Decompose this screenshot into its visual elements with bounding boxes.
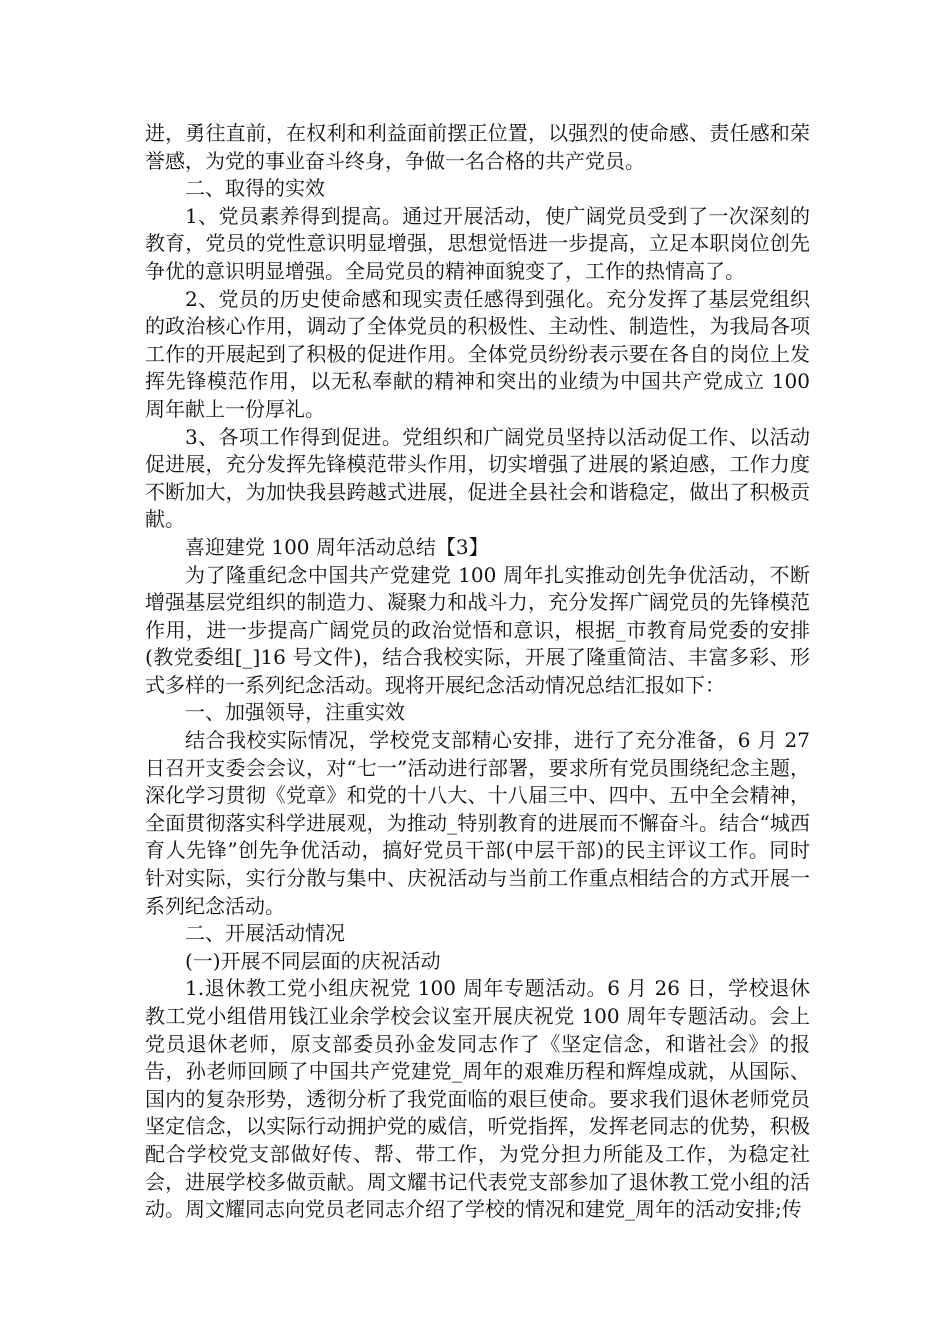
subsection-heading-celebrations: (一)开展不同层面的庆祝活动 xyxy=(185,948,441,973)
paragraph-retired-staff: 1.退休教工党小组庆祝党 100 周年专题活动。6 月 26 日，学校退休教工党小组借用钱江业余学校会议室开展庆祝党 100 周年专题活动。会上党员退休老师，原支部委员孙金发同志作了《坚定信念，和谐社会》的报告，孙老师回顾了中国共产党建党_周年的艰难历程和辉煌成就，从国际、国内的复杂形势，透彻分析了我党面临的艰巨使命。要求我们退休老师党员坚定信念，以实际行动拥护党的威信，听党指挥，发挥老同志的优势，积极配合学校党支部做好传、帮、带工作，为党分担力所能及工作，为稳定社会，进展学校多做贡献。周文耀书记代表党支部参加了退休教工党小组的活动。周文耀同志向党员老同志介绍了学校的情况和建党_周年的活动安排;传 xyxy=(145,976,810,1222)
section-heading-results: 二、取得的实效 xyxy=(185,176,325,201)
paragraph-intro: 为了隆重纪念中国共产党建党 100 周年扎实推动创先争优活动，不断增强基层党组织的制造力、凝聚力和战斗力，充分发挥广阔党员的先锋模范作用，进一步提高广阔党员的政治觉悟和意识，根据_市教育局党委的安排(教党委组[_]16 号文件)，结合我校实际，开展了隆重简洁、丰富多彩、形式多样的一系列纪念活动。现将开展纪念活动情况总结汇报如下： xyxy=(145,562,810,697)
paragraph-result-3: 3、各项工作得到促进。党组织和广阔党员坚持以活动促工作、以活动促进展，充分发挥先锋模范带头作用，切实增强了进展的紧迫感，工作力度不断加大，为加快我县跨越式进展，促进全县社会和谐稳定，做出了积极贡献。 xyxy=(145,424,810,532)
article-title: 喜迎建党 100 周年活动总结【3】 xyxy=(185,534,489,559)
document-body xyxy=(145,120,810,1224)
paragraph-continuation: 进，勇往直前，在权利和利益面前摆正位置，以强烈的使命感、责任感和荣誉感，为党的事业奋斗终身，争做一名合格的共产党员。 xyxy=(145,121,810,173)
section-heading-activities: 二、开展活动情况 xyxy=(185,921,345,946)
paragraph-leadership: 结合我校实际情况，学校党支部精心安排，进行了充分准备，6 月 27 日召开支委会会议，对“七一”活动进行部署，要求所有党员围绕纪念主题，深化学习贯彻《党章》和党的十八大、十八届三中、四中、五中全会精神，全面贯彻落实科学进展观，为推动_特别教育的进展而不懈奋斗。结合“城西育人先锋”创先争优活动，搞好党员干部(中层干部)的民主评议工作。同时针对实际，实行分散与集中、庆祝活动与当前工作重点相结合的方式开展一系列纪念活动。 xyxy=(145,728,810,918)
section-heading-leadership: 一、加强领导，注重实效 xyxy=(185,700,405,725)
paragraph-result-2: 2、党员的历史使命感和现实责任感得到强化。充分发挥了基层党组织的政治核心作用，调动了全体党员的积极性、主动性、制造性，为我局各项工作的开展起到了积极的促进作用。全体党员纷纷表示要在各自的岗位上发挥先锋模范作用，以无私奉献的精神和突出的业绩为中国共产党成立 100 周年献上一份厚礼。 xyxy=(145,286,810,421)
paragraph-result-1: 1、党员素养得到提高。通过开展活动，使广阔党员受到了一次深刻的教育，党员的党性意识明显增强，思想觉悟进一步提高，立足本职岗位创先争优的意识明显增强。全局党员的精神面貌变了，工作的热情高了。 xyxy=(145,203,810,283)
